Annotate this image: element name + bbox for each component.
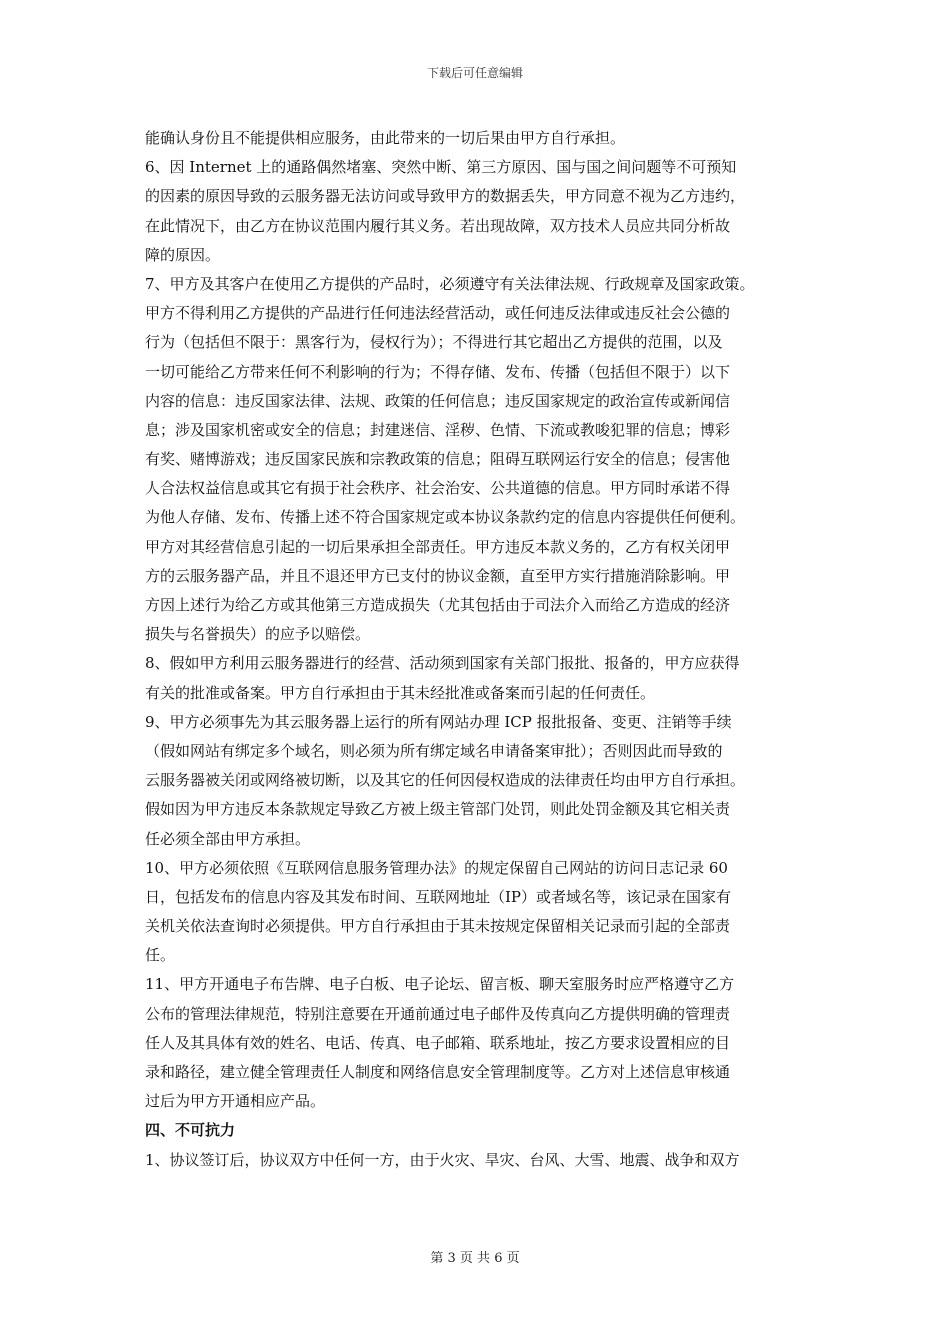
text-line: 日，包括发布的信息内容及其发布时间、互联网地址（IP）或者域名等，该记录在国家有 bbox=[145, 887, 732, 906]
text-line: 任人及其具体有效的姓名、电话、传真、电子邮箱、联系地址，按乙方要求设置相应的目 bbox=[145, 1033, 731, 1052]
document-body bbox=[145, 124, 815, 1175]
text-line: 11、甲方开通电子布告牌、电子白板、电子论坛、留言板、聊天室服务时应严格遵守乙方 bbox=[145, 975, 735, 994]
text-line: 8、假如甲方利用云服务器进行的经营、活动须到国家有关部门报批、报备的，甲方应获得 bbox=[145, 654, 740, 673]
text-line: 云服务器被关闭或网络被切断，以及其它的任何因侵权造成的法律责任均由甲方自行承担。 bbox=[145, 771, 746, 790]
text-line: 假如因为甲方违反本条款规定导致乙方被上级主管部门处罚，则此处罚金额及其它相关责 bbox=[145, 800, 731, 819]
text-line: 损失与名誉损失）的应予以赔偿。 bbox=[145, 625, 371, 644]
text-line: 关机关依法查询时必须提供。甲方自行承担由于其未按规定保留相关记录而引起的全部责 bbox=[145, 917, 731, 936]
text-line: 7、甲方及其客户在使用乙方提供的产品时，必须遵守有关法律法规、行政规章及国家政策。 bbox=[145, 274, 755, 293]
text-line: 任。 bbox=[145, 946, 176, 965]
text-line: 录和路径，建立健全管理责任人制度和网络信息安全管理制度等。乙方对上述信息审核通 bbox=[145, 1063, 731, 1081]
text-line: 障的原因。 bbox=[145, 245, 221, 264]
text-line: 甲方对其经营信息引起的一切后果承担全部责任。甲方违反本款义务的，乙方有权关闭甲 bbox=[145, 537, 731, 556]
text-line: 方的云服务器产品，并且不退还甲方已支付的协议金额，直至甲方实行措施消除影响。甲 bbox=[145, 566, 731, 585]
text-line: 甲方不得利用乙方提供的产品进行任何违法经营活动，或任何违反法律或违反社会公德的 bbox=[145, 304, 731, 323]
text-line: （假如网站有绑定多个域名，则必须为所有绑定域名申请备案审批）；否则因此而导致的 bbox=[145, 741, 723, 760]
text-line: 息；涉及国家机密或安全的信息；封建迷信、淫秽、色情、下流或教唆犯罪的信息；博彩 bbox=[145, 420, 731, 439]
page-header: 下载后可任意编辑 bbox=[426, 66, 523, 80]
text-line: 过后为甲方开通相应产品。 bbox=[145, 1092, 326, 1111]
section-heading: 四、不可抗力 bbox=[145, 1121, 236, 1140]
text-line: 1、协议签订后，协议双方中任何一方，由于火灾、旱灾、台风、大雪、地震、战争和双方 bbox=[145, 1150, 740, 1169]
text-line: 6、因 Internet 上的通路偶然堵塞、突然中断、第三方原因、国与国之间问题等不可预知 bbox=[145, 158, 737, 177]
text-line: 任必须全部由甲方承担。 bbox=[145, 829, 311, 848]
text-line: 有奖、赌博游戏；违反国家民族和宗教政策的信息；阻碍互联网运行安全的信息；侵害他 bbox=[145, 450, 731, 469]
text-line: 能确认身份且不能提供相应服务，由此带来的一切后果由甲方自行承担。 bbox=[145, 129, 626, 147]
text-line: 的因素的原因导致的云服务器无法访问或导致甲方的数据丢失，甲方同意不视为乙方违约， bbox=[145, 187, 746, 206]
page-footer: 第 3 页 共 6 页 bbox=[430, 1251, 520, 1266]
text-line: 一切可能给乙方带来任何不利影响的行为；不得存储、发布、传播（包括但不限于）以下 bbox=[145, 362, 731, 381]
text-line: 有关的批准或备案。甲方自行承担由于其未经批准或备案而引起的任何责任。 bbox=[145, 683, 656, 702]
text-line: 9、甲方必须事先为其云服务器上运行的所有网站办理 ICP 报批报备、变更、注销等手续 bbox=[145, 712, 732, 731]
text-line: 在此情况下，由乙方在协议范围内履行其义务。若出现故障，双方技术人员应共同分析故 bbox=[145, 216, 731, 235]
text-line: 公布的管理法律规范，特别注意要在开通前通过电子邮件及传真向乙方提供明确的管理责 bbox=[145, 1004, 731, 1023]
text-line: 10、甲方必须依照《互联网信息服务管理办法》的规定保留自己网站的访问日志记录 60 bbox=[145, 858, 728, 877]
text-line: 内容的信息：违反国家法律、法规、政策的任何信息；违反国家规定的政治宣传或新闻信 bbox=[145, 391, 731, 410]
text-line: 方因上述行为给乙方或其他第三方造成损失（尤其包括由于司法介入而给乙方造成的经济 bbox=[145, 596, 731, 614]
text-line: 为他人存储、发布、传播上述不符合国家规定或本协议条款约定的信息内容提供任何便利。 bbox=[145, 508, 746, 527]
text-line: 行为（包括但不限于：黑客行为，侵权行为）；不得进行其它超出乙方提供的范围，以及 bbox=[145, 333, 723, 352]
text-line: 人合法权益信息或其它有损于社会秩序、社会治安、公共道德的信息。甲方同时承诺不得 bbox=[145, 479, 731, 498]
